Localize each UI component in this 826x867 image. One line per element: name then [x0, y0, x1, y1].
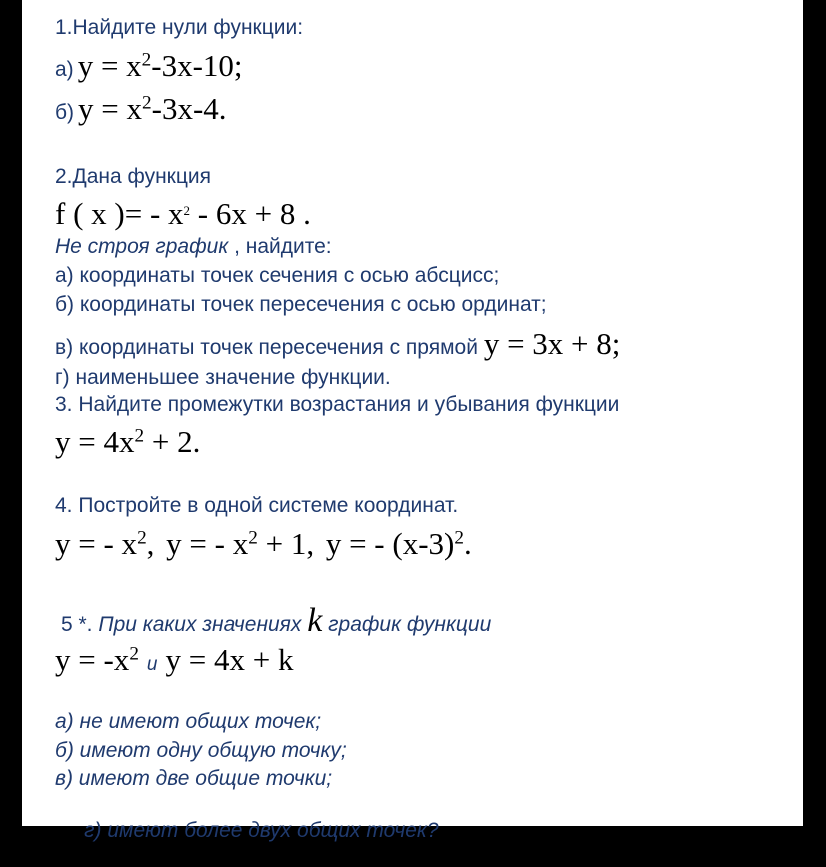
task4-f3: y = - $(x-3)^2$.	[325, 526, 472, 561]
task5-item-a: а) не имеют общих точек;	[55, 710, 322, 733]
task5-question: 5 *. При каких значениях k график функции	[61, 602, 492, 639]
task4-title: 4. Постройте в одной системе координат.	[55, 494, 459, 517]
task2-item-a: а) координаты точек сечения с осью абсцисс;	[55, 264, 500, 287]
task4-f1: y = - $x^2$,	[55, 526, 155, 561]
task2-line-formula: y = 3x + 8;	[483, 326, 621, 361]
task1-item-a: а) $y = x^2-3x-10$;	[55, 48, 243, 83]
task5-functions: $y = -x^2$ и y = 4x + k	[55, 642, 294, 677]
task2-formula: f ( x )= - $x^2 - 6x + 8$ .	[55, 196, 311, 231]
task1-formula-a: $y = x^2-3x-10$;	[77, 48, 243, 83]
task3-title: 3. Найдите промежутки возрастания и убывания функции	[55, 393, 620, 416]
task4-formulas	[55, 526, 472, 562]
task5-f2: y = 4x + k	[165, 642, 294, 677]
task2-item-c: в) координаты точек пересечения с прямой y = 3x + 8;	[55, 326, 621, 361]
task2-title: 2.Дана функция	[55, 165, 211, 188]
task2-instruction: Не строя график , найдите:	[55, 235, 332, 258]
task2-item-b: б) координаты точек пересечения с осью ординат;	[55, 293, 547, 316]
task5-item-d: г) имеют более двух общих точек?	[78, 819, 439, 842]
task1-item-b: б) $y = x^2-3x-4$.	[55, 91, 227, 126]
task5-item-b: б) имеют одну общую точку;	[55, 739, 347, 762]
task5-item-c: в) имеют две общие точки;	[55, 767, 333, 790]
task5-f1: $y = -x^2$	[55, 642, 139, 677]
task3-formula: $y = 4x^2 + 2$.	[55, 424, 201, 459]
task2-item-d: г) наименьшее значение функции.	[55, 366, 391, 389]
task1-formula-b: $y = x^2-3x-4$.	[78, 91, 227, 126]
task1-title: 1.Найдите нули функции:	[55, 16, 304, 39]
worksheet	[22, 0, 803, 842]
task4-f2: y = - $x^2 + 1$,	[166, 526, 315, 561]
